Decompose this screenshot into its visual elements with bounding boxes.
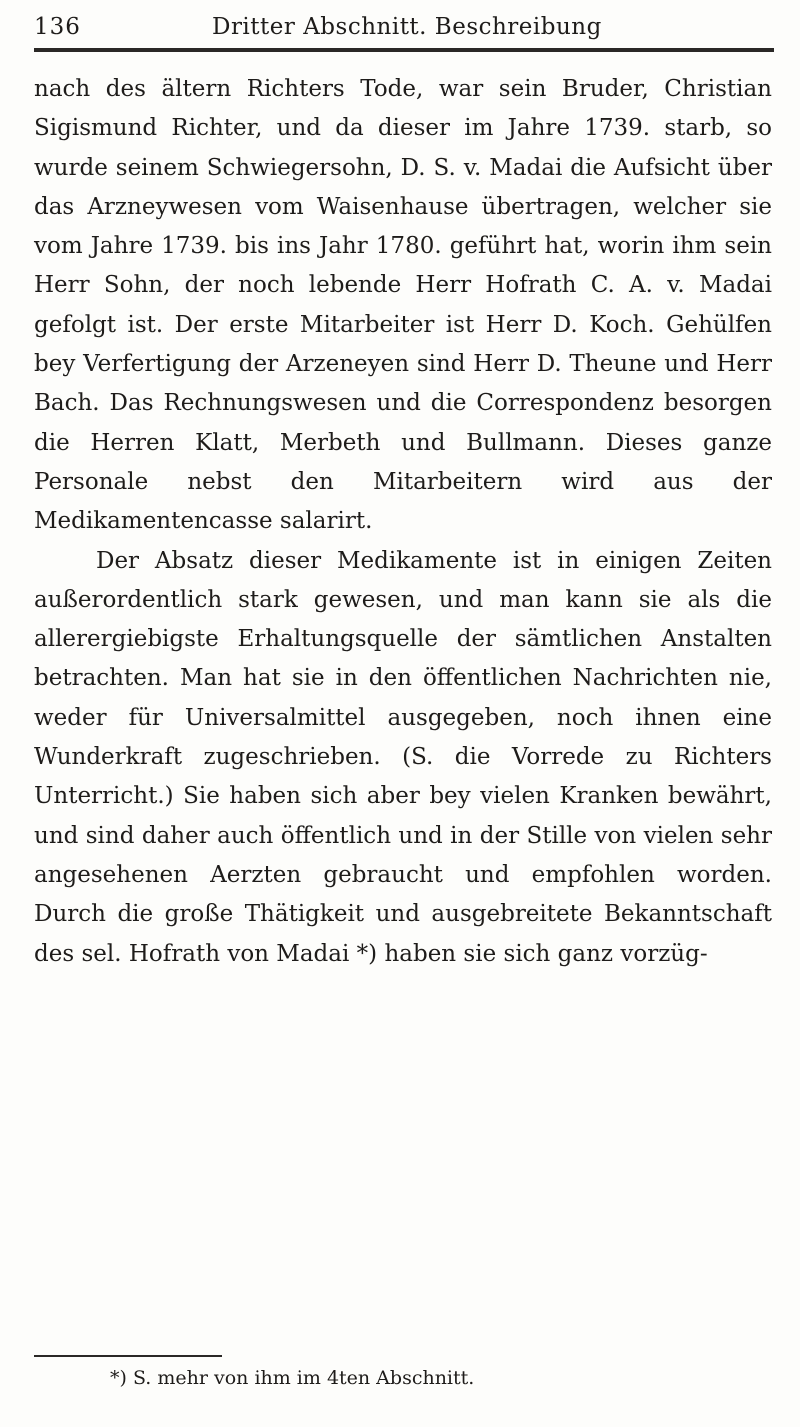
running-title: Dritter Abschnitt. Beschreibung <box>212 14 602 40</box>
header-rule <box>34 48 774 52</box>
page-number: 136 <box>34 14 81 40</box>
paragraph-1: nach des ältern Richters Tode, war sein Bruder, Christian Sigismund Richter, und da dieser im Jahre 1739. starb, so wurde seinem Schwiegersohn, D. S. v. Madai die Aufsicht über das Arzneywesen vom Waisenhause übertragen, welcher sie vom Jahre 1739. bis ins Jahr 1780. geführt hat, worin ihm sein Herr Sohn, der noch lebende Herr Hofrath C. A. v. Madai gefolgt ist. Der erste Mitarbeiter ist Herr D. Koch. Gehülfen bey Verfertigung der Arzeneyen sind Herr D. Theune und Herr Bach. Das Rechnungswesen und die Correspondenz besorgen die Herren Klatt, Merbeth und Bullmann. Dieses ganze Personale nebst den Mitarbeitern wird aus der Medikamentencasse salarirt. <box>34 76 772 535</box>
paragraph-2: Der Absatz dieser Medikamente ist in einigen Zeiten außerordentlich stark gewesen, und man kann sie als die allerergiebigste Erhaltungsquelle der sämtlichen Anstalten betrachten. Man hat sie in den öffentlichen Nachrichten nie, weder für Universalmittel ausgegeben, noch ihnen eine Wunderkraft zugeschrieben. (S. die Vorrede zu Richters Unterricht.) Sie haben sich aber bey vielen Kranken bewährt, und sind daher auch öffentlich und in der Stille von vielen sehr angesehenen Aerzten gebraucht und empfohlen worden. Durch die große Thätigkeit und ausgebreitete Bekanntschaft des sel. Hofrath von Madai *) haben sie sich ganz vorzüg- <box>34 547 772 967</box>
body-text <box>34 70 772 974</box>
footnote: *) S. mehr von ihm im 4ten Abschnitt. <box>110 1367 475 1389</box>
footnote-rule <box>34 1355 222 1357</box>
running-head <box>34 14 764 48</box>
